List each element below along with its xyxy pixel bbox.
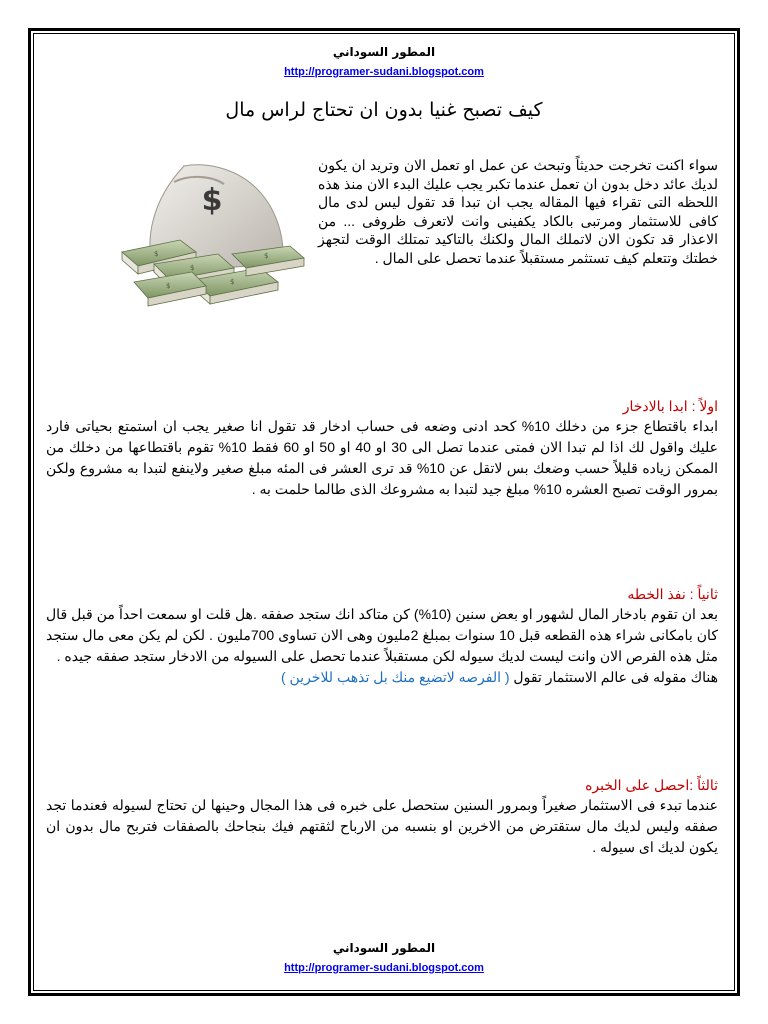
- section-body: عندما تبدء فى الاستثمار صغيراً وبمرور السنين ستحصل على خبره فى هذا المجال وحينها لن تحتاج لسيوله فعندما تجد صفقه وليس لديك مال ستقترض من الاخرين او بنسبه من الارباح لثقتهم فيك بنجاحك بالصفقات فتربح مال بدون ان يكون لديك اى سيوله .: [46, 797, 718, 855]
- quote-intro: هناك مقوله فى عالم الاستثمار تقول: [513, 669, 718, 685]
- intro-paragraph: سواء اكنت تخرجت حديثاً وتبحث عن عمل او تعمل الان وتريد ان يكون لديك عائد دخل بدون ان تعمل عندما تكبر يجب عليك البدء الان منذ هذه اللحظه التى تقراء فيها المقاله يجب ان تبدا قد تقول ليس لدى مال كافى للاستثمار ومرتبى بالكاد يكفينى وانت لاتعرف ظروفى ... من الاعذار قد تكون الان لاتملك المال ولكنك بالتاكيد تمتلك الوقت لتجهز خطتك وتتعلم كيف تستثمر مستقبلاً عندما تحصل على المال .: [318, 157, 718, 266]
- section-heading: ثانياً : نفذ الخطه: [627, 586, 718, 602]
- section-start-saving: [46, 397, 718, 500]
- svg-text:$: $: [154, 250, 159, 258]
- money-bag-image: [114, 160, 308, 318]
- svg-text:$: $: [230, 278, 235, 286]
- footer-brand: المطور السوداني: [332, 941, 436, 955]
- header-brand: المطور السوداني: [332, 45, 436, 59]
- page-footer: [40, 940, 728, 975]
- footer-blog-link[interactable]: http://programer-sudani.blogspot.com: [284, 962, 484, 974]
- quote-line: [46, 667, 718, 688]
- svg-text:$: $: [201, 183, 223, 218]
- section-execute-plan: [46, 585, 718, 688]
- header-blog-link[interactable]: http://programer-sudani.blogspot.com: [284, 66, 484, 78]
- section-body: ابداء باقتطاع جزء من دخلك 10% كحد ادنى وضعه فى حساب ادخار قد تقول انا صغير يجب ان استمتع بحياتى فارد عليك واقول لك اذا لم تبدا الان فمتى عندما تصل الى 30 او 40 او 50 او 60 فقط 10% تقوم باقتطاعها من دخلك من الممكن زياده قليلاً حسب وضعك بس لاتقل عن 10% قد ترى العشر فى المئه مبلغ صغير ولاينفع لتبدا به مشروع ولكن بمرور الوقت تصبح العشره 10% مبلغ جيد لتبدا به مشروعك الذى طالما حلمت به .: [46, 418, 719, 497]
- svg-text:$: $: [166, 282, 171, 290]
- page-header: [40, 44, 728, 79]
- article-title: كيف تصبح غنيا بدون ان تحتاج لراس مال: [225, 99, 543, 121]
- section-heading: اولاً : ابدا بالادخار: [622, 398, 718, 414]
- section-body: بعد ان تقوم بادخار المال لشهور او بعض سنين (10%) كن متاكد انك ستجد صفقه .هل قلت او سمعت احداً من قبل قال كان بامكانى شراء هذه القطعه قبل 10 سنوات بمبلغ 2مليون وهى الان تساوى 700مليون . لكن لم يكن معى مال ستجد مثل هذه الفرص الان وانت ليست لديك سيوله لكن مستقبلاً عندما تحصل على السيوله من الادخار ستجد صفقه جيده .: [46, 606, 718, 664]
- section-heading: ثالثاً :احصل على الخبره: [585, 777, 718, 793]
- svg-text:$: $: [190, 264, 195, 272]
- svg-text:$: $: [264, 252, 269, 260]
- quote-text: ( الفرصه لاتضيع منك بل تذهب للاخرين ): [280, 669, 510, 685]
- section-gain-experience: [46, 776, 718, 858]
